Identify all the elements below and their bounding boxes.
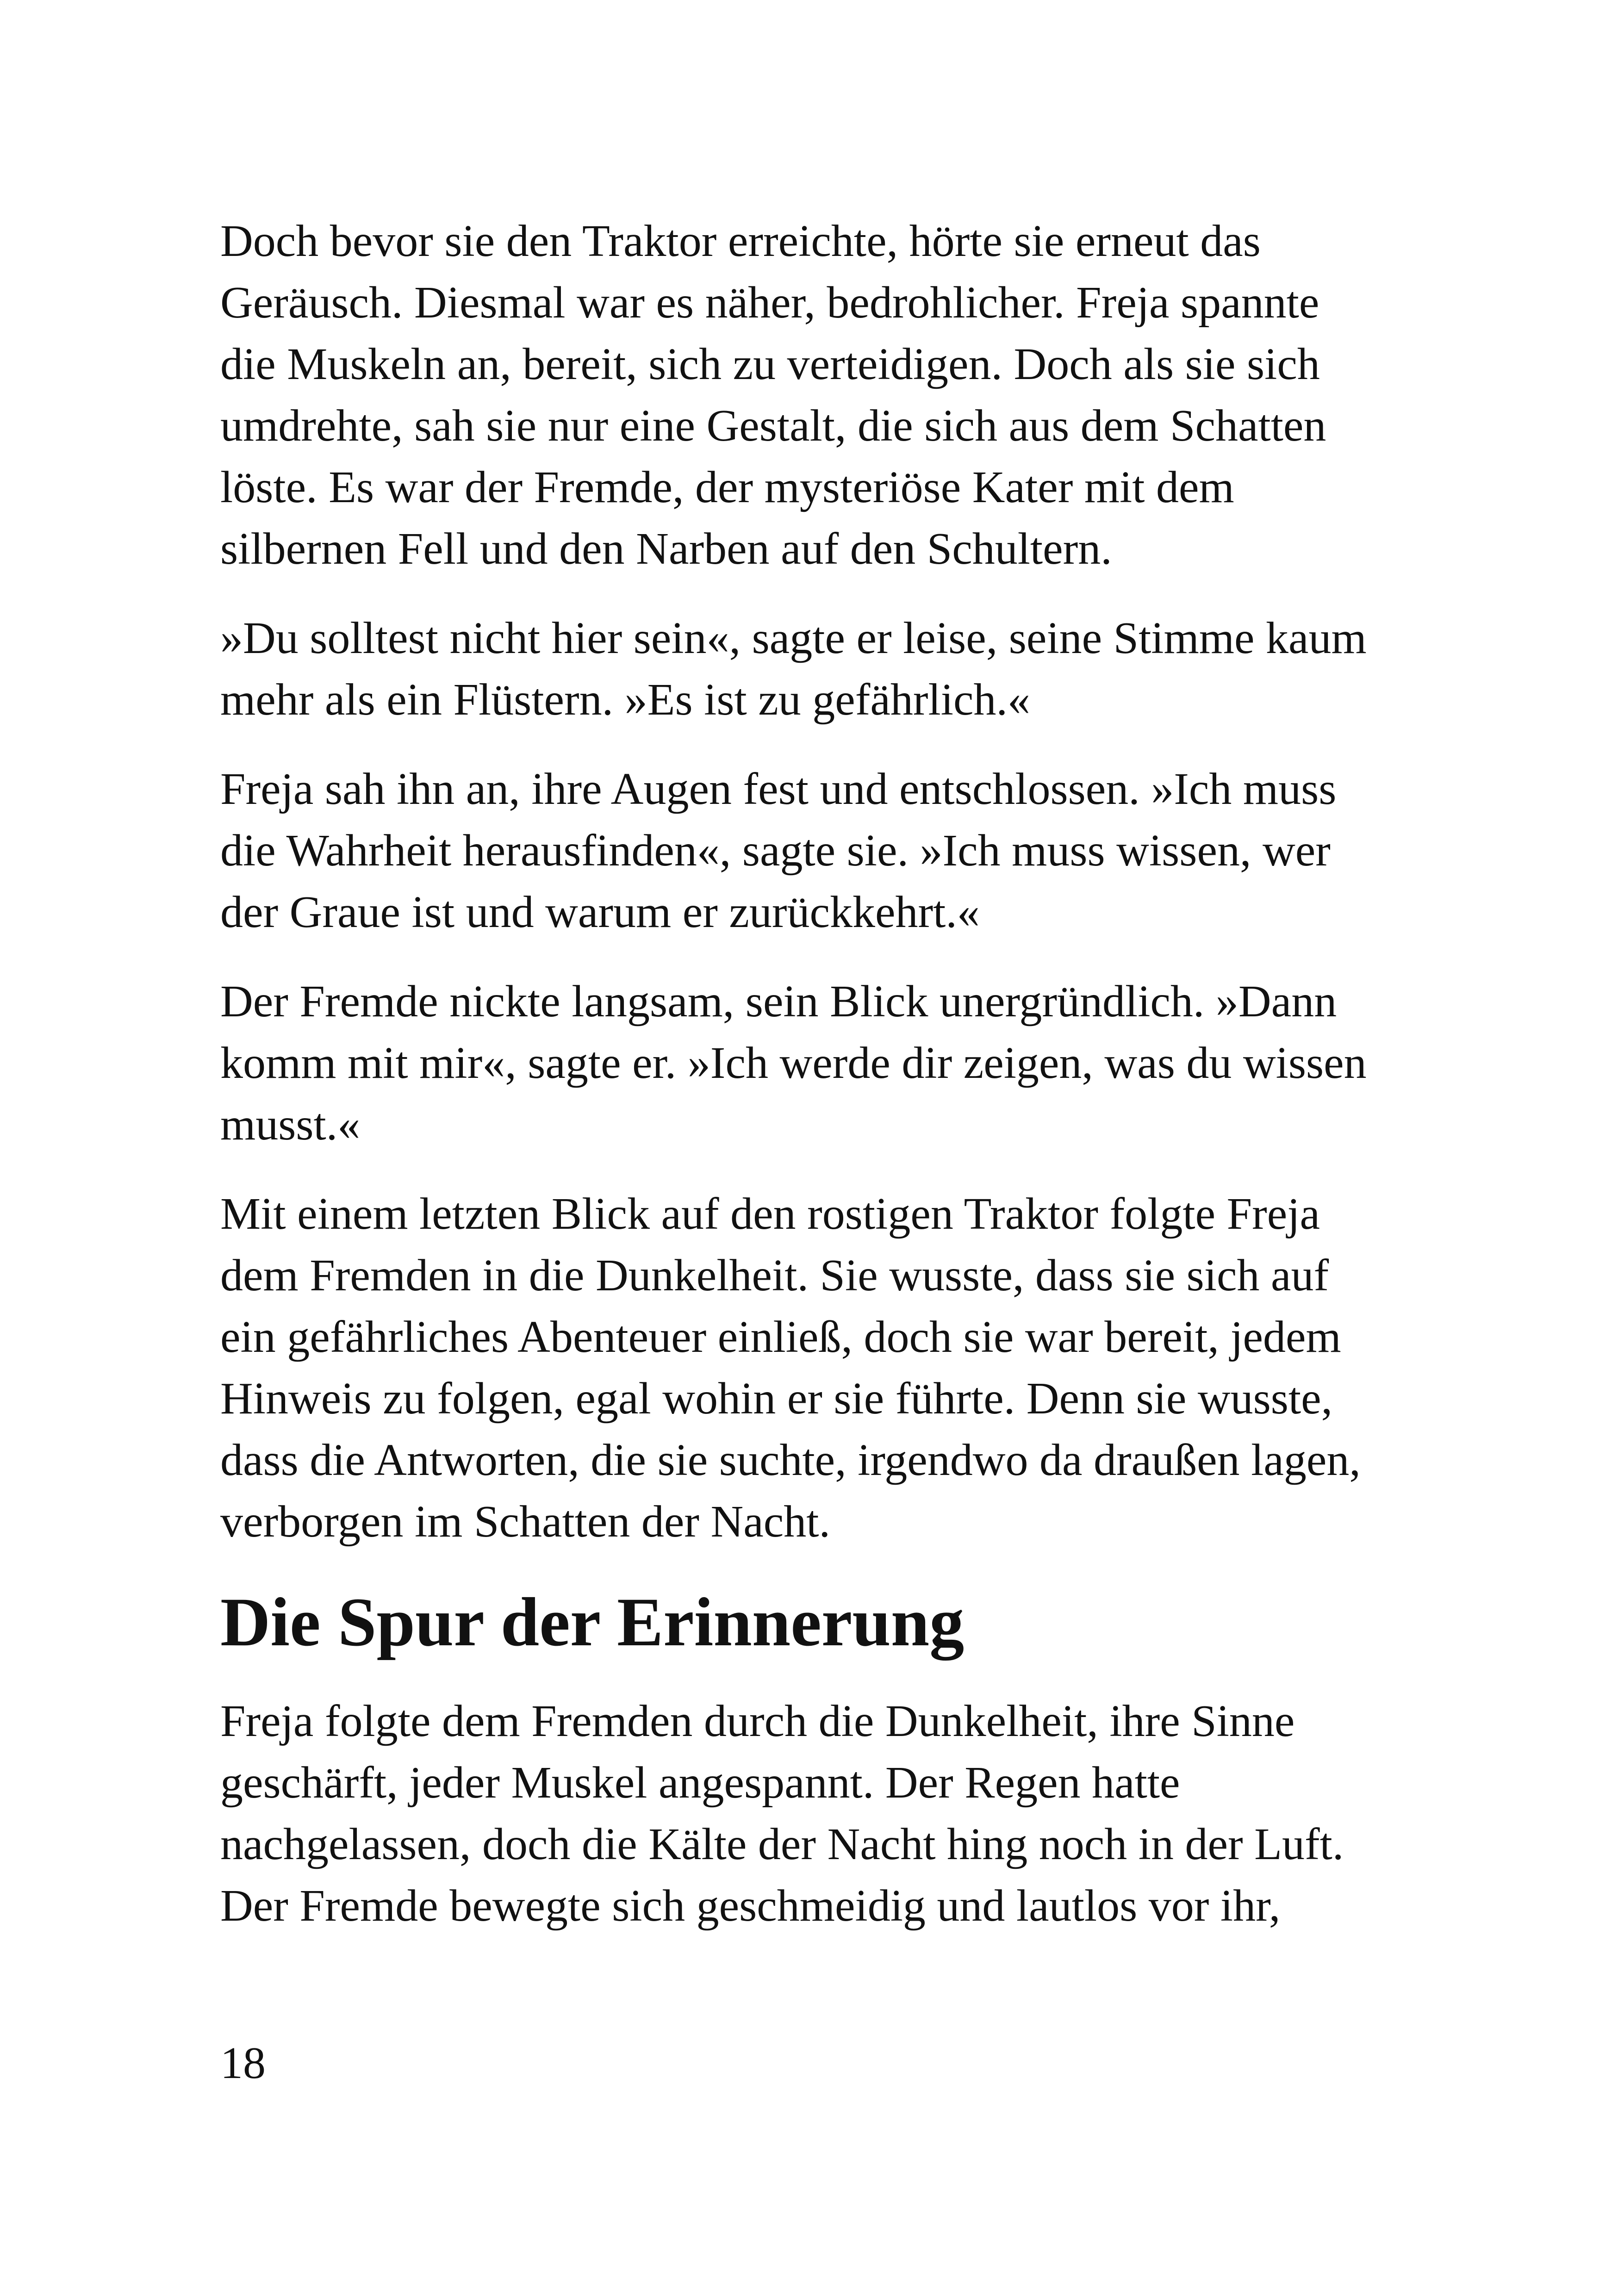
text-line: musst.« xyxy=(220,1100,361,1150)
text-line: »Du solltest nicht hier sein«, sagte er leise, seine Stimme kaum xyxy=(220,613,1367,663)
text-line: umdrehte, sah sie nur eine Gestalt, die sich aus dem Schatten xyxy=(220,401,1326,451)
text-line: Hinweis zu folgen, egal wohin er sie führte. Denn sie wusste, xyxy=(220,1374,1333,1424)
text-line: löste. Es war der Fremde, der mysteriöse Kater mit dem xyxy=(220,462,1234,512)
text-line: Doch bevor sie den Traktor erreichte, hörte sie erneut das xyxy=(220,216,1261,266)
text-line: ein gefährliches Abenteuer einließ, doch sie war bereit, jedem xyxy=(220,1312,1341,1362)
text-line: silbernen Fell und den Narben auf den Schultern. xyxy=(220,524,1112,574)
paragraph-after-heading xyxy=(220,1691,1405,1937)
paragraph-2 xyxy=(220,608,1405,731)
text-line: Der Fremde nickte langsam, sein Blick unergründlich. »Dann xyxy=(220,977,1337,1027)
paragraph-4 xyxy=(220,971,1405,1156)
page-body xyxy=(220,211,1405,1965)
text-line: geschärft, jeder Muskel angespannt. Der Regen hatte xyxy=(220,1758,1180,1808)
paragraph-5 xyxy=(220,1183,1405,1553)
text-line: Geräusch. Diesmal war es näher, bedrohlicher. Freja spannte xyxy=(220,278,1319,328)
text-line: Mit einem letzten Blick auf den rostigen Traktor folgte Freja xyxy=(220,1189,1320,1239)
text-line: der Graue ist und warum er zurückkehrt.« xyxy=(220,887,980,937)
text-line: verborgen im Schatten der Nacht. xyxy=(220,1497,831,1547)
paragraph-3 xyxy=(220,759,1405,943)
text-line: dass die Antworten, die sie suchte, irgendwo da draußen lagen, xyxy=(220,1435,1361,1485)
page-number: 18 xyxy=(220,2038,266,2088)
text-line: dem Fremden in die Dunkelheit. Sie wusste, dass sie sich auf xyxy=(220,1251,1329,1300)
text-line: die Muskeln an, bereit, sich zu verteidigen. Doch als sie sich xyxy=(220,339,1320,389)
text-line: nachgelassen, doch die Kälte der Nacht hing noch in der Luft. xyxy=(220,1819,1344,1869)
text-line: Der Fremde bewegte sich geschmeidig und lautlos vor ihr, xyxy=(220,1881,1281,1931)
text-line: Freja folgte dem Fremden durch die Dunkelheit, ihre Sinne xyxy=(220,1696,1295,1746)
text-line: Freja sah ihn an, ihre Augen fest und entschlossen. »Ich muss xyxy=(220,764,1337,814)
paragraph-1 xyxy=(220,211,1405,580)
chapter-heading: Die Spur der Erinnerung xyxy=(220,1584,965,1661)
text-line: die Wahrheit herausfinden«, sagte sie. »Ich muss wissen, wer xyxy=(220,826,1331,876)
text-line: mehr als ein Flüstern. »Es ist zu gefährlich.« xyxy=(220,675,1030,725)
text-line: komm mit mir«, sagte er. »Ich werde dir zeigen, was du wissen xyxy=(220,1038,1367,1088)
